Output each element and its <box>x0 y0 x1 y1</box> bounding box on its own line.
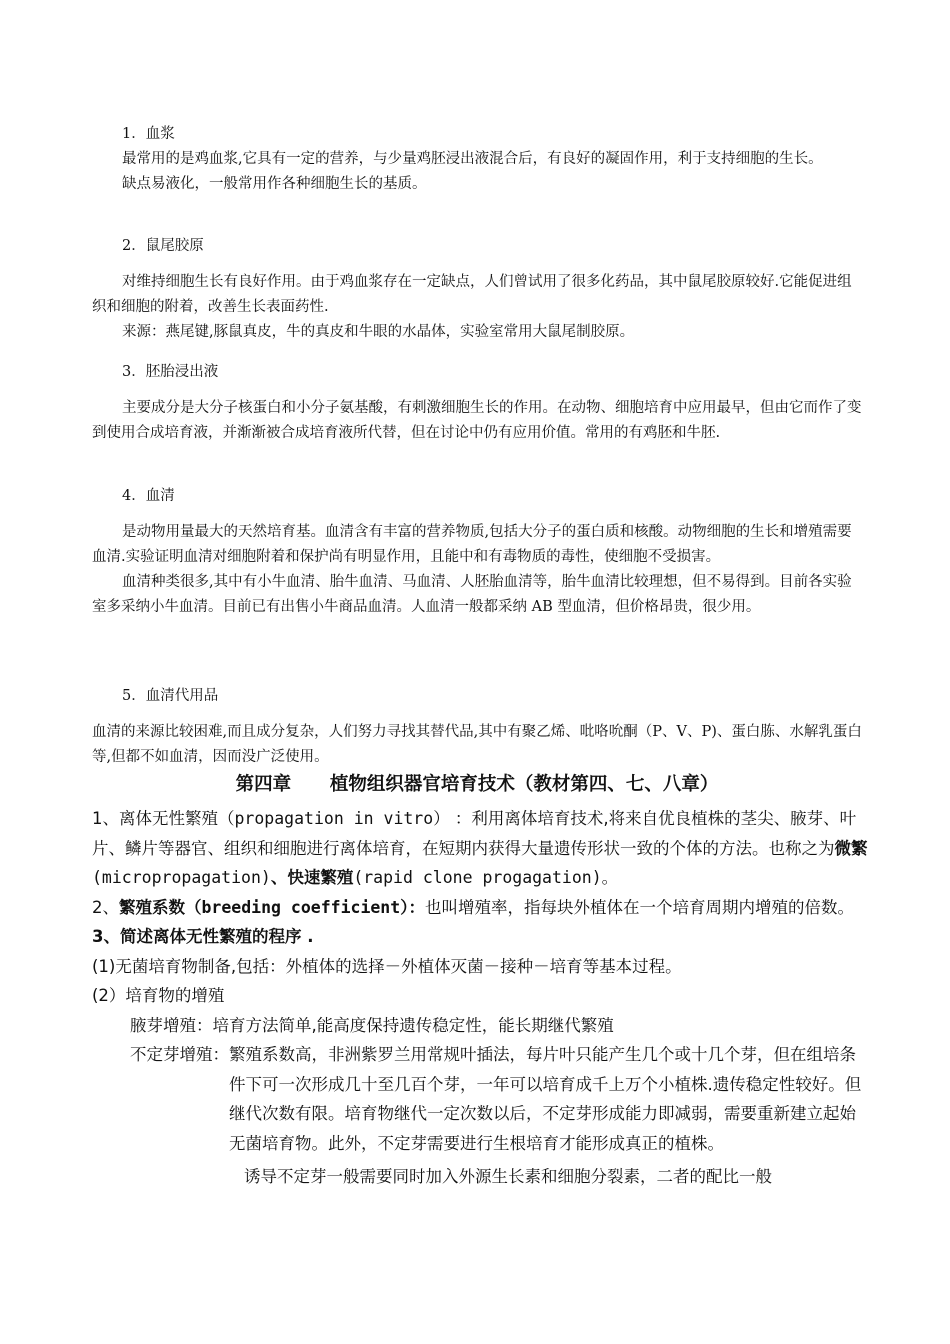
section-heading: 5．血清代用品 <box>122 688 219 704</box>
induction-paragraph: 诱导不定芽一般需要同时加入外源生长素和细胞分裂素，二者的配比一般 <box>244 1167 772 1186</box>
section-serum <box>92 484 862 620</box>
item-text: 培育方法简单,能高度保持遗传稳定性，能长期继代繁殖 <box>212 1015 614 1035</box>
section-embryo-extract <box>92 360 862 446</box>
step-one: (1)无菌培育物制备,包括：外植体的选择－外植体灭菌－接种－培育等基本过程。 <box>92 956 682 976</box>
paragraph: 最常用的是鸡血浆,它具有一定的营养，与少量鸡胚浸出液混合后，有良好的凝固作用，利于支持细胞的生长。 <box>122 151 823 167</box>
step-two-title: (2）培育物的增殖 <box>92 986 225 1005</box>
section-heading: 4．血清 <box>122 488 175 504</box>
paragraph: 主要成分是大分子核蛋白和小分子氨基酸，有刺激细胞生长的作用。在动物、细胞培育中应用最早，但由它而作了变到使用合成培育液，并渐渐被合成培育液所代替，但在讨论中仍有应用价值。常用的有鸡胚和牛胚. <box>92 400 862 441</box>
paragraph: 血清的来源比较困难,而且成分复杂，人们努力寻找其替代品,其中有聚乙烯、吡咯吮酮（P、V、P)、蛋白胨、水解乳蛋白等,但都不如血清，因而没广泛使用。 <box>92 724 862 765</box>
chapter-title: 第四章 植物组织器官培育技术（教材第四、七、八章） <box>235 774 719 795</box>
axillary-bud-item <box>92 1011 868 1041</box>
definition-propagation: 1、离体无性繁殖（propagation in vitro） ：利用离体培育技术,将来自优良植株的茎尖、腋芽、叶片、鳞片等器官、组织和细胞进行离体培育，在短期内获得大量遗传形状一致的个体的方法。也称之为微繁(micropropagation)、快速繁殖(rapid clone progagation)。 <box>92 809 868 887</box>
item-label: 不定芽增殖： <box>130 1045 229 1064</box>
paragraph: 来源：燕尾键,豚鼠真皮，牛的真皮和牛眼的水晶体，实验室常用大鼠尾制胶原。 <box>122 324 635 340</box>
paragraph: 对维持细胞生长有良好作用。由于鸡血浆存在一定缺点，人们曾试用了很多化药品，其中鼠尾胶原较好.它能促进组织和细胞的附着，改善生长表面药性. <box>92 274 852 315</box>
definition-breeding-coefficient: 2、繁殖系数（breeding coefficient）：也叫增殖率，指每块外植体在一个培育周期内增殖的倍数。 <box>92 897 854 917</box>
item-text: 繁殖系数高，非洲紫罗兰用常规叶插法，每片叶只能产生几个或十几个芽，但在组培条件下可一次形成几十至几百个芽，一年可以培育成千上万个小植株.遗传稳定性较好。但继代次数有限。培育物继代一定次数以后，不定芽形成能力即减弱，需要重新建立起始无菌培育物。此外，不定芽需要进行生根培育才能形成真正的植株。 <box>229 1045 862 1153</box>
chapter-body <box>92 804 868 1192</box>
paragraph: 是动物用量最大的天然培育基。血清含有丰富的营养物质,包括大分子的蛋白质和核酸。动物细胞的生长和增殖需要血清.实验证明血清对细胞附着和保护尚有明显作用，且能中和有毒物质的毒性，使细胞不受损害。 <box>92 524 852 565</box>
adventitious-bud-item <box>92 1040 868 1158</box>
section-serum-substitutes <box>92 684 862 770</box>
paragraph: 缺点易液化，一般常用作各种细胞生长的基质。 <box>122 176 427 192</box>
section-rat-tail-collagen <box>92 234 862 345</box>
section-heading: 2．鼠尾胶原 <box>122 238 204 254</box>
section-blood-plasma <box>92 122 862 197</box>
section-heading: 1．血浆 <box>122 126 175 142</box>
item-label: 腋芽增殖： <box>130 1015 213 1035</box>
paragraph: 血清种类很多,其中有小牛血清、胎牛血清、马血清、人胚胎血清等，胎牛血清比较理想，但不易得到。目前各实验室多采纳小牛血清。目前已有出售小牛商品血清。人血清一般都采纳 AB 型血清，但价格昂贵，很少用。 <box>92 574 852 615</box>
section-heading: 3．胚胎浸出液 <box>122 364 219 380</box>
question-heading: 3、简述离体无性繁殖的程序 . <box>92 927 314 946</box>
